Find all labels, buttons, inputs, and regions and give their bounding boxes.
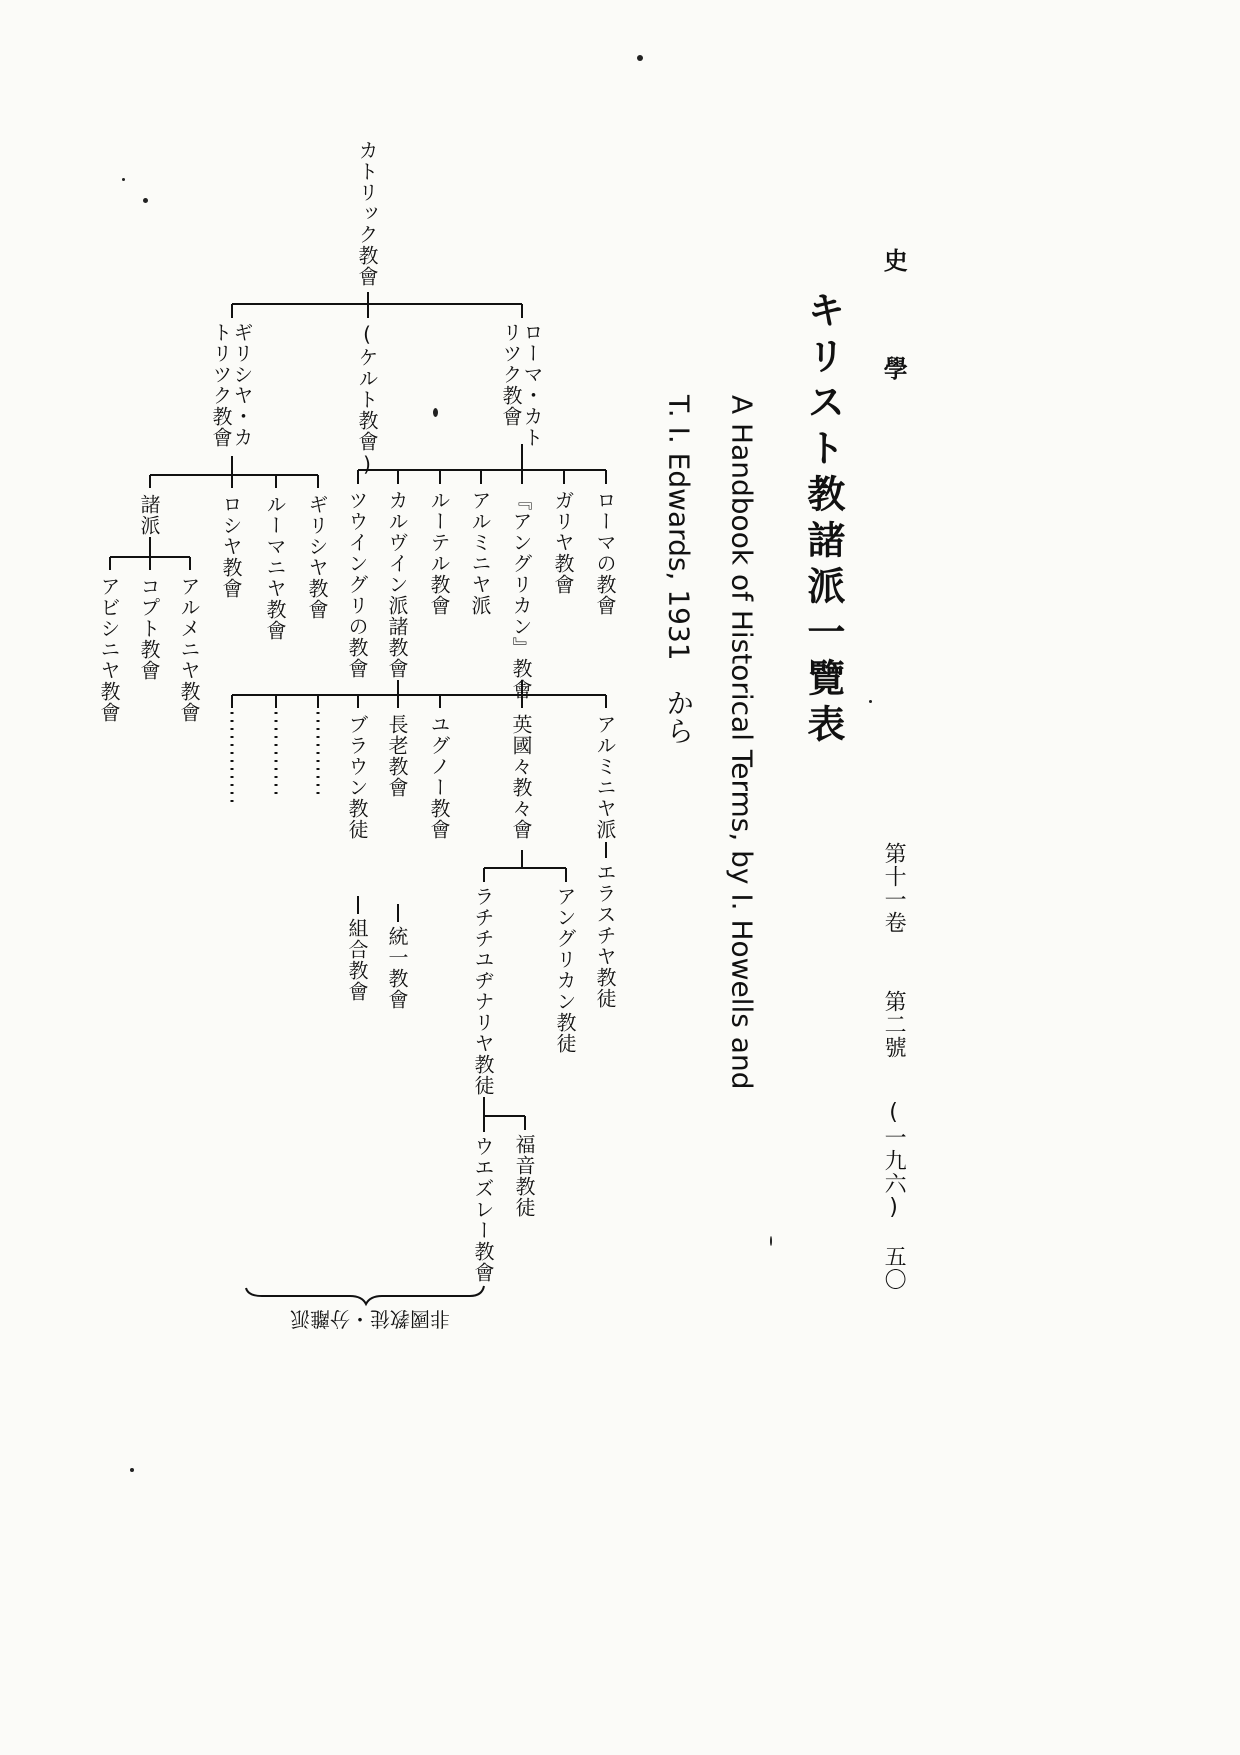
node-anglicans: アングリカン教徒 — [553, 886, 577, 1054]
dissenters-label: 非國教徒・分離派 — [290, 1307, 450, 1331]
node-catholic-church: カトリック教會 — [355, 140, 379, 287]
node-presbyterian-church: 長老教會 — [385, 714, 409, 798]
node-huguenot-church: ユグノー教會 — [427, 714, 451, 840]
node-united-church: 統一教會 — [385, 926, 409, 1010]
node-latitudinarians: ラチチユヂナリヤ教徒 — [471, 886, 495, 1096]
node-erastians: エラスチヤ教徒 — [593, 862, 617, 1009]
ink-speck — [143, 198, 148, 203]
source-line-1: A Handbook of Historical Terms, by I. Howells and — [725, 395, 759, 1090]
node-romanian-church: ルーマニヤ教會 — [263, 494, 287, 641]
node-arminian-1: アルミニヤ派 — [468, 490, 492, 616]
node-evangelicals: 福音教徒 — [512, 1134, 536, 1218]
node-armenian-church: アルメニヤ教會 — [177, 576, 201, 723]
ink-speck — [122, 178, 125, 181]
node-roman-catholic-church: ローマ・カト リツク教會 — [499, 322, 544, 448]
page-title: キリスト教諸派一覽表 — [800, 290, 845, 750]
node-greek-church: ギリシヤ教會 — [305, 494, 329, 620]
node-various-sects: 諸派 — [137, 494, 161, 536]
node-church-of-rome: ローマの教會 — [593, 490, 617, 616]
node-arminian-2: アルミニヤ派 — [593, 714, 617, 840]
journal-name: 史 學 — [879, 248, 908, 410]
node-abyssinian-church: アビシニヤ教會 — [97, 576, 121, 723]
node-brownists: ブラウン教徒 — [345, 714, 369, 840]
ink-speck — [130, 1468, 134, 1472]
ink-speck — [433, 408, 438, 417]
node-greek-catholic-church: ギリシヤ・カ トリツク教會 — [209, 322, 254, 448]
node-calvinist-churches: カルヴイン派諸教會 — [385, 490, 409, 679]
ink-speck — [770, 1236, 772, 1246]
node-church-of-england: 英國々教々會 — [509, 714, 533, 840]
ink-speck — [637, 55, 643, 61]
node-celtic-church: (ケルト教會) — [355, 322, 379, 477]
volume-number: 第十一卷 — [881, 842, 907, 934]
ink-speck — [869, 700, 872, 703]
node-coptic-church: コプト教會 — [137, 576, 161, 681]
node-lutheran-church: ルーテル教會 — [427, 490, 451, 616]
source-line-2: T. I. Edwards, 1931 から — [662, 395, 696, 745]
node-wesleyan-church: ウエズレー教會 — [471, 1136, 495, 1283]
node-gallican-church: ガリヤ教會 — [551, 490, 575, 595]
issue-number: 第二號 — [881, 990, 907, 1059]
cumulative-page: (一九六) — [881, 1100, 907, 1221]
node-russian-church: ロシヤ教會 — [219, 494, 243, 599]
node-zwinglian-church: ツウイングリの教會 — [345, 490, 369, 679]
node-congregational-church: 組合教會 — [345, 918, 369, 1002]
node-anglican-church: 『アングリカン』教會 — [509, 490, 533, 700]
page-number: 五〇 — [881, 1245, 907, 1291]
dissenters-brace — [246, 1286, 484, 1304]
